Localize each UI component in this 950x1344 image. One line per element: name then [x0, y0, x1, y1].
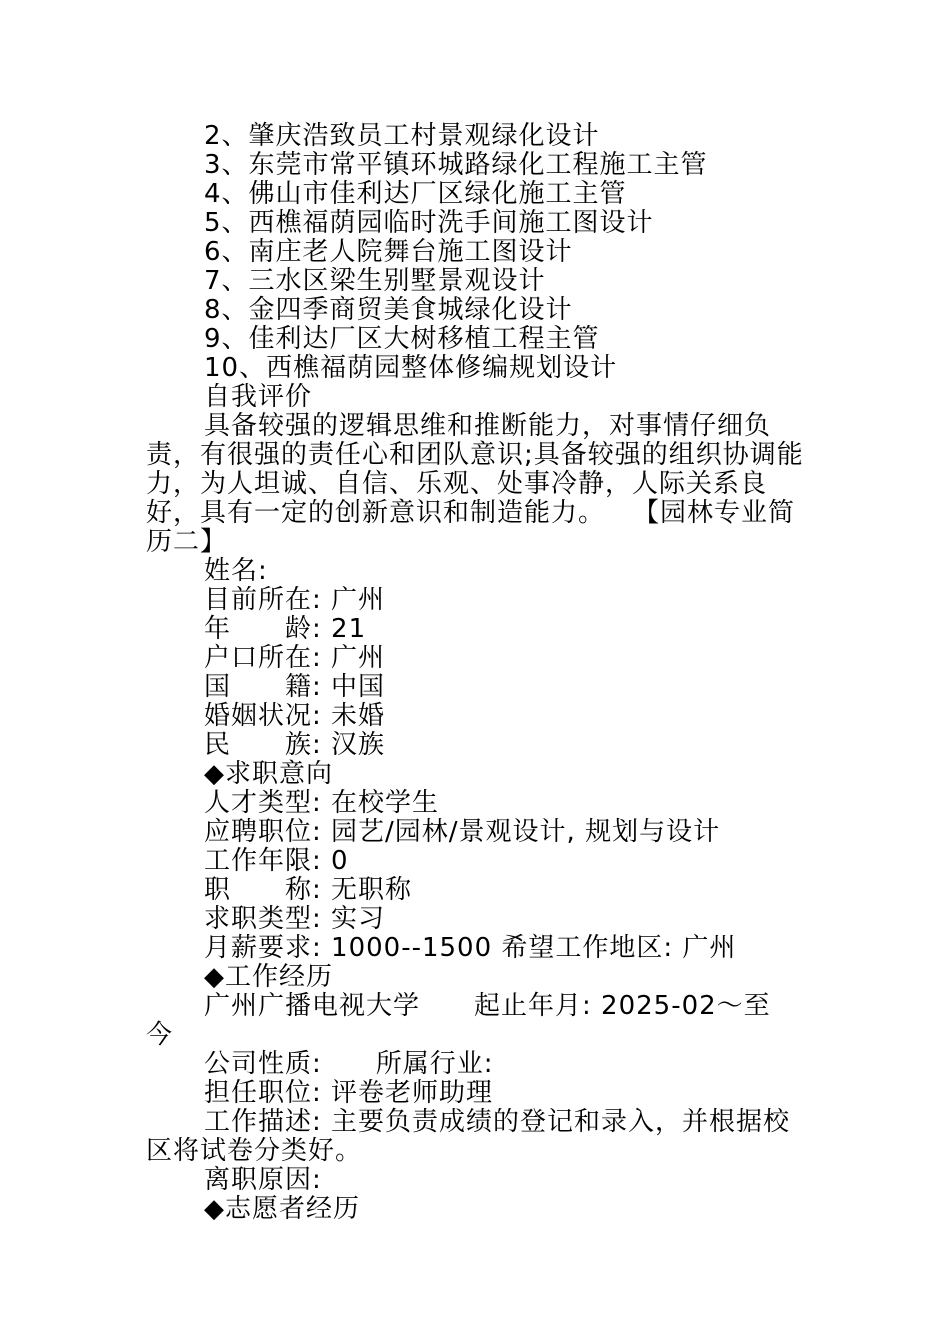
personal-marital-status: 婚姻状况: 未婚 — [204, 701, 386, 731]
job-intent-heading: ◆求职意向 — [204, 759, 333, 789]
project-item: 10、西樵福荫园整体修编规划设计 — [204, 353, 618, 383]
project-item: 5、西樵福荫园临时洗手间施工图设计 — [204, 208, 654, 238]
intent-talent-type: 人才类型: 在校学生 — [204, 788, 440, 818]
personal-ethnicity: 民 族: 汉族 — [204, 730, 386, 760]
project-item: 3、东莞市常平镇环城路绿化工程施工主管 — [204, 150, 708, 180]
intent-title: 职 称: 无职称 — [204, 875, 413, 905]
personal-age: 年 龄: 21 — [204, 614, 367, 644]
project-item: 9、佳利达厂区大树移植工程主管 — [204, 324, 600, 354]
intent-years: 工作年限: 0 — [204, 846, 349, 876]
intent-job-type: 求职类型: 实习 — [204, 904, 386, 934]
self-evaluation-heading: 自我评价 — [204, 382, 313, 412]
project-item: 4、佛山市佳利达厂区绿化施工主管 — [204, 179, 627, 209]
personal-location: 目前所在: 广州 — [204, 585, 386, 615]
work-description: 工作描述: 主要负责成绩的登记和录入，并根据校区将试卷分类好。 — [146, 1107, 791, 1166]
work-company-nature: 公司性质: 所属行业: — [204, 1049, 494, 1079]
resume-text — [146, 122, 808, 1224]
personal-nationality: 国 籍: 中国 — [204, 672, 386, 702]
personal-name: 姓名: — [204, 556, 268, 586]
personal-hukou: 户口所在: 广州 — [204, 643, 386, 673]
work-leave-reason: 离职原因: — [204, 1165, 322, 1195]
project-item: 7、三水区梁生别墅景观设计 — [204, 266, 546, 296]
volunteer-heading: ◆志愿者经历 — [204, 1194, 360, 1224]
work-position: 担任职位: 评卷老师助理 — [204, 1078, 494, 1108]
self-evaluation-text: 具备较强的逻辑思维和推断能力，对事情仔细负责，有很强的责任心和团队意识;具备较强的组织协调能力，为人坦诚、自信、乐观、处事冷静，人际关系良好，具有一定的创新意识和制造能力。 【园林专业简历二】 — [146, 411, 804, 557]
project-item: 8、金四季商贸美食城绿化设计 — [204, 295, 573, 325]
work-experience-heading: ◆工作经历 — [204, 962, 333, 992]
work-employer-continued: 今 — [146, 1020, 174, 1050]
intent-salary: 月薪要求: 1000--1500 希望工作地区: 广州 — [204, 933, 737, 963]
project-item: 2、肇庆浩致员工村景观绿化设计 — [204, 121, 600, 151]
work-employer: 广州广播电视大学 起止年月: 2025-02～至 — [204, 991, 771, 1021]
intent-position: 应聘职位: 园艺/园林/景观设计, 规划与设计 — [204, 817, 721, 847]
project-item: 6、南庄老人院舞台施工图设计 — [204, 237, 573, 267]
